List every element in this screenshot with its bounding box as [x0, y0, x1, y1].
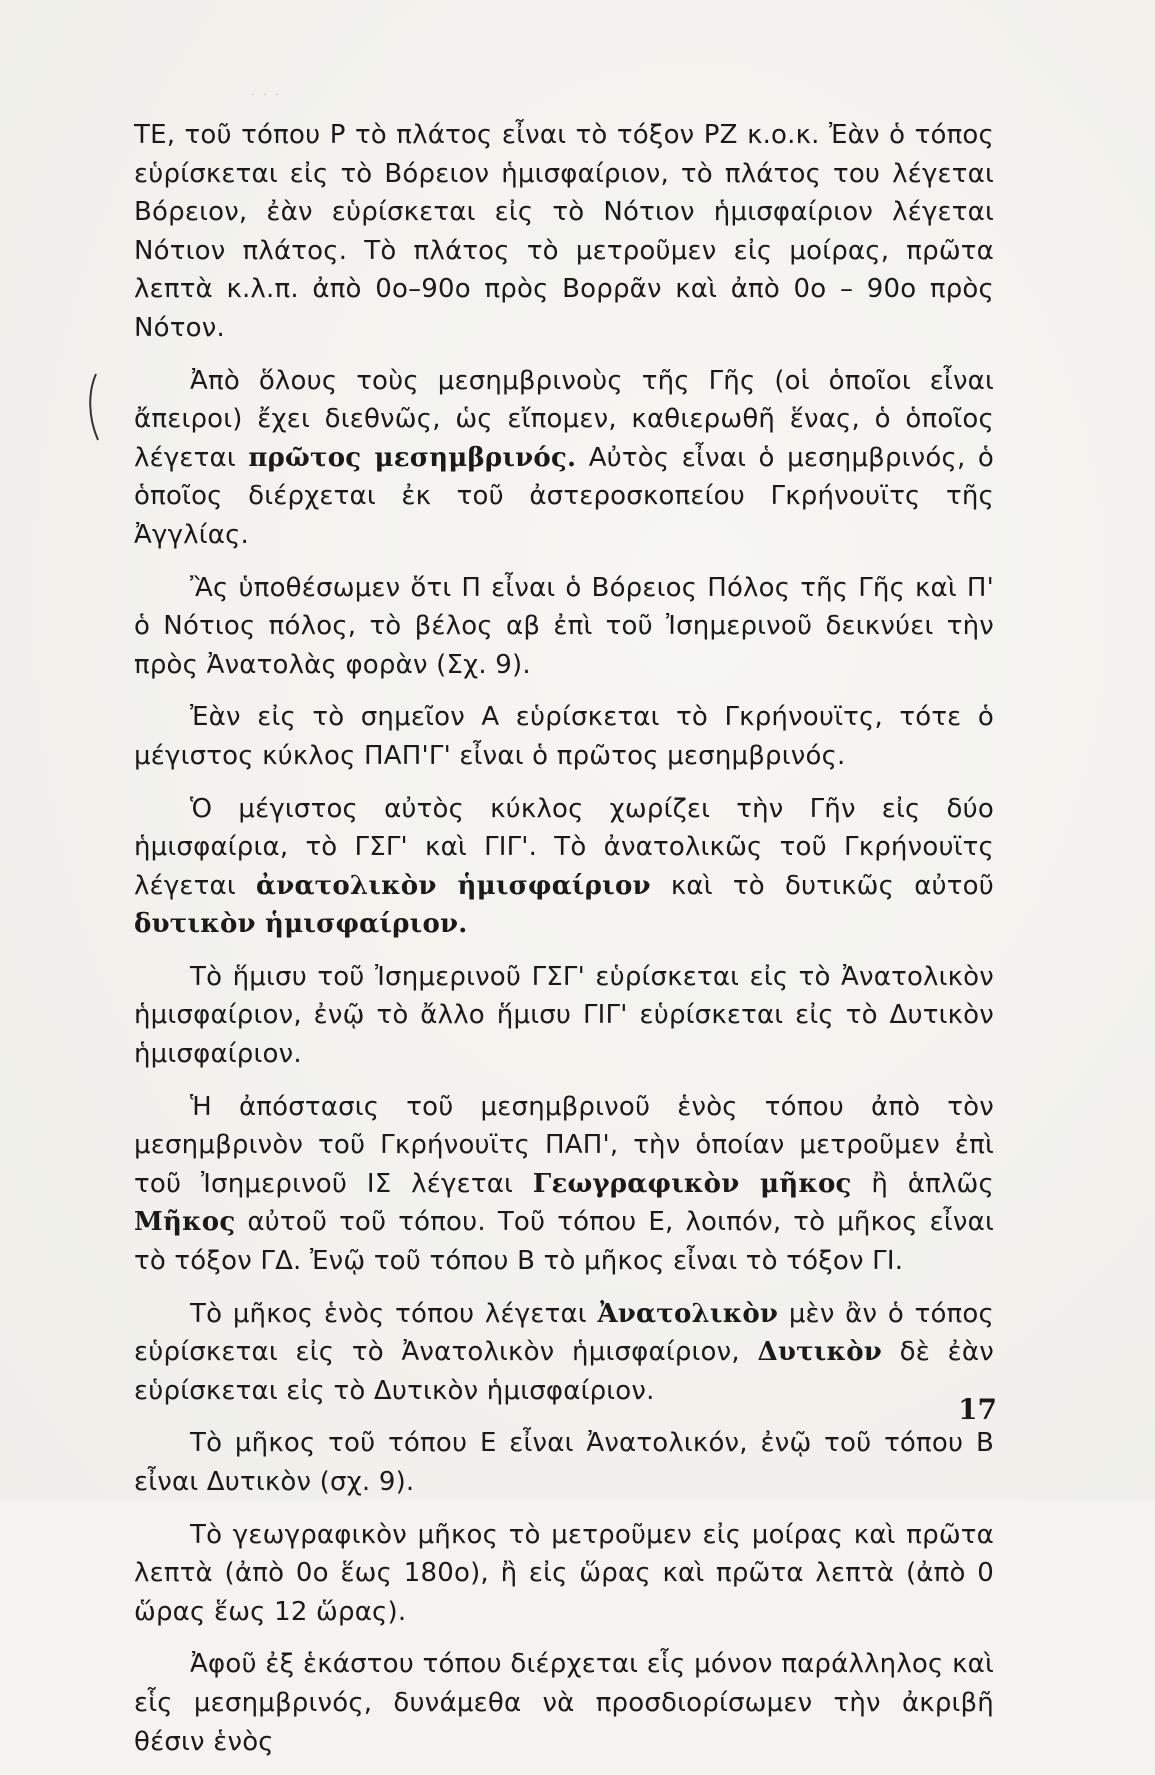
text-run: δὲ ἐὰν εὑρίσκεται εἰς τὸ Δυτικὸν ἡμισφαίριον. — [134, 1337, 994, 1406]
bold-term: Μῆκος — [134, 1207, 236, 1238]
text-run: Ἐὰν εἰς τὸ σημεῖον Α εὑρίσκεται τὸ Γκρήνουϊτς, τότε ὁ μέγιστος κύκλος ΠΑΠ'Γ' εἶναι ὁ πρῶτος μεσημβρινός. — [134, 702, 994, 771]
text-run: μὲν ἂν ὁ τόπος εὑρίσκεται εἰς τὸ Ἀνατολικὸν ἡμισφαίριον, — [134, 1298, 994, 1368]
page-number: 17 — [958, 1393, 997, 1426]
text-run: καὶ τὸ δυτικῶς αὐτοῦ — [650, 870, 995, 901]
text-run: ΤΕ, τοῦ τόπου Ρ τὸ πλάτος εἶναι τὸ τόξον ΡΖ κ.ο.κ. Ἐὰν ὁ τόπος εὑρίσκεται εἰς τὸ Βόρειον ἡμισφαίριον, τὸ πλάτος του λέγεται Βόρειον, ἐὰν εὑρίσκεται εἰς τὸ Νότιον ἡμισφαίριον λέγεται Νότιον πλάτος. Τὸ πλάτος τὸ μετροῦμεν εἰς μοίρας, πρῶτα λεπτὰ κ.λ.π. ἀπὸ 0ο–90ο πρὸς Βορρᾶν καὶ ἀπὸ 0ο – 90ο πρὸς Νότον. — [134, 120, 994, 343]
text-run: Αὐτὸς εἶναι ὁ μεσημβρινός, ὁ ὁποῖος διέρχεται ἐκ τοῦ ἀστεροσκοπείου Γκρήνουϊτς τῆς Ἀγγλίας. — [134, 442, 994, 550]
text-run: ἢ ἁπλῶς — [851, 1168, 994, 1199]
bold-term: Γεωγραφικὸν μῆκος — [532, 1168, 852, 1199]
margin-pencil-mark — [84, 372, 104, 442]
paragraph — [134, 1645, 994, 1761]
bold-term: πρῶτος μεσημβρινός. — [248, 442, 577, 473]
text-run: Ὁ μέγιστος αὐτὸς κύκλος χωρίζει τὴν Γῆν εἰς δύο ἡμισφαίρια, τὸ ΓΣΓ' καὶ ΓΙΓ'. Τὸ ἀνατολικῶς τοῦ Γκρήνουϊτς λέγεται — [134, 793, 994, 901]
paragraph — [134, 698, 994, 775]
bold-term: Δυτικὸν — [757, 1337, 883, 1368]
text-run: Τὸ μῆκος ἑνὸς τόπου λέγεται — [190, 1298, 598, 1329]
text-run: αὐτοῦ τοῦ τόπου. Τοῦ τόπου Ε, λοιπόν, τὸ μῆκος εἶναι τὸ τόξον ΓΔ. Ἐνῷ τοῦ τόπου Β τὸ μῆκος εἶναι τὸ τόξον ΓΙ. — [134, 1207, 994, 1277]
paragraph — [134, 1295, 994, 1411]
text-run: Τὸ μῆκος τοῦ τόπου Ε εἶναι Ἀνατολικόν, ἐνῷ τοῦ τόπου Β εἶναι Δυτικὸν (σχ. 9). — [134, 1428, 994, 1497]
show-through-text: · · · — [250, 84, 281, 106]
paragraph — [134, 958, 994, 1074]
paragraph — [134, 1516, 994, 1632]
bold-term: ἀνατολικὸν ἡμισφαίριον — [256, 870, 651, 901]
text-run: Ἡ ἀπόστασις τοῦ μεσημβρινοῦ ἑνὸς τόπου ἀπὸ τὸν μεσημβρινὸν τοῦ Γκρήνουϊτς ΠΑΠ', τὴν ὁποίαν μετροῦμεν ἐπὶ τοῦ Ἰσημερινοῦ ΙΣ λέγεται — [134, 1091, 994, 1199]
paragraph — [134, 362, 994, 555]
paragraph — [134, 1424, 994, 1501]
paragraph — [134, 790, 994, 944]
text-run: Ἀφοῦ ἐξ ἑκάστου τόπου διέρχεται εἷς μόνον παράλληλος καὶ εἷς μεσημβρινός, δυνάμεθα νὰ προσδιορίσωμεν τὴν ἀκριβῆ θέσιν ἑνὸς — [134, 1649, 994, 1757]
body-text — [134, 116, 994, 1775]
text-run: Ἀπὸ ὅλους τοὺς μεσημβρινοὺς τῆς Γῆς (οἱ ὁποῖοι εἶναι ἄπειροι) ἔχει διεθνῶς, ὡς εἴπομεν, καθιερωθῆ ἕνας, ὁ ὁποῖος λέγεται — [134, 365, 994, 473]
paragraph — [134, 1088, 994, 1281]
paragraph — [134, 569, 994, 685]
bold-term: δυτικὸν ἡμισφαίριον. — [134, 909, 468, 940]
text-run: Τὸ ἥμισυ τοῦ Ἰσημερινοῦ ΓΣΓ' εὑρίσκεται εἰς τὸ Ἀνατολικὸν ἡμισφαίριον, ἐνῷ τὸ ἄλλο ἥμισυ ΓΙΓ' εὑρίσκεται εἰς τὸ Δυτικὸν ἡμισφαίριον. — [134, 961, 994, 1070]
text-run: Τὸ γεωγραφικὸν μῆκος τὸ μετροῦμεν εἰς μοίρας καὶ πρῶτα λεπτὰ (ἀπὸ 0ο ἕως 180ο), ἢ εἰς ὥρας καὶ πρῶτα λεπτὰ (ἀπὸ 0 ὥρας ἕως 12 ὥρας). — [134, 1519, 994, 1627]
paragraph — [134, 116, 994, 348]
bold-term: Ἀνατολικὸν — [597, 1298, 779, 1329]
text-run: Ἂς ὑποθέσωμεν ὅτι Π εἶναι ὁ Βόρειος Πόλος τῆς Γῆς καὶ Π' ὁ Νότιος πόλος, τὸ βέλος αβ ἐπὶ τοῦ Ἰσημερινοῦ δεικνύει τὴν πρὸς Ἀνατολὰς φορὰν (Σχ. 9). — [134, 572, 994, 680]
